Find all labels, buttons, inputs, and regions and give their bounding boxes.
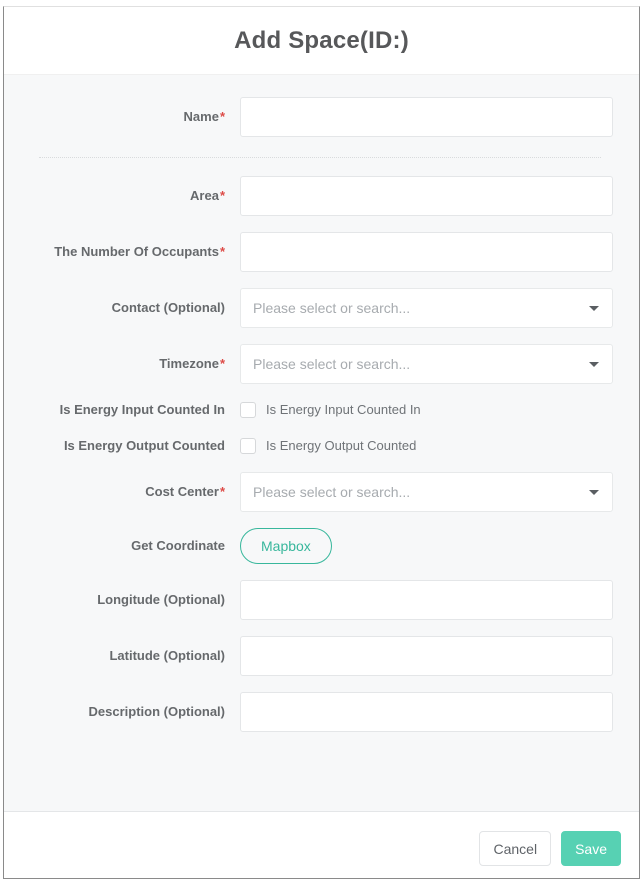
timezone-select[interactable] bbox=[240, 344, 613, 384]
field-row-latitude bbox=[19, 636, 613, 676]
contact-label bbox=[19, 298, 225, 318]
cost-center-label-text: Cost Center bbox=[145, 484, 219, 499]
field-row-area bbox=[19, 176, 613, 216]
field-row-longitude bbox=[19, 580, 613, 620]
required-asterisk: * bbox=[219, 244, 225, 259]
required-asterisk: * bbox=[219, 356, 225, 371]
save-button[interactable]: Save bbox=[561, 831, 621, 866]
energy-output-label bbox=[19, 436, 225, 456]
timezone-label-text: Timezone bbox=[159, 356, 219, 371]
name-label bbox=[19, 107, 225, 127]
field-row-occupants bbox=[19, 232, 613, 272]
energy-input-checkbox-label: Is Energy Input Counted In bbox=[266, 402, 421, 417]
field-row-energy-input bbox=[19, 400, 613, 420]
energy-output-checkbox-label: Is Energy Output Counted bbox=[266, 438, 417, 453]
required-asterisk: * bbox=[219, 188, 225, 203]
description-label bbox=[19, 702, 225, 722]
energy-input-label-text: Is Energy Input Counted In bbox=[59, 402, 225, 417]
longitude-input[interactable] bbox=[240, 580, 613, 620]
modal-header bbox=[4, 7, 639, 75]
dotted-divider bbox=[39, 157, 601, 158]
description-label-text: Description (Optional) bbox=[88, 704, 225, 719]
longitude-label-text: Longitude (Optional) bbox=[97, 592, 225, 607]
contact-select[interactable] bbox=[240, 288, 613, 328]
longitude-label bbox=[19, 590, 225, 610]
modal-body bbox=[4, 75, 639, 811]
chevron-down-icon bbox=[589, 362, 599, 367]
cost-center-select[interactable] bbox=[240, 472, 613, 512]
field-row-name bbox=[19, 97, 613, 137]
name-label-text: Name bbox=[183, 109, 219, 124]
add-space-modal bbox=[3, 6, 640, 879]
field-row-get-coordinate bbox=[19, 528, 613, 564]
cancel-button[interactable]: Cancel bbox=[479, 831, 551, 866]
get-coordinate-label bbox=[19, 536, 225, 556]
latitude-label-text: Latitude (Optional) bbox=[109, 648, 225, 663]
cost-center-label bbox=[19, 482, 225, 502]
field-row-timezone bbox=[19, 344, 613, 384]
field-row-cost-center bbox=[19, 472, 613, 512]
area-input[interactable] bbox=[240, 176, 613, 216]
contact-select-placeholder: Please select or search... bbox=[253, 300, 411, 316]
occupants-label bbox=[19, 242, 225, 262]
energy-input-checkbox[interactable] bbox=[240, 402, 256, 418]
chevron-down-icon bbox=[589, 490, 599, 495]
timezone-select-placeholder: Please select or search... bbox=[253, 356, 411, 372]
modal-footer bbox=[4, 811, 639, 878]
cost-center-select-placeholder: Please select or search... bbox=[253, 484, 411, 500]
timezone-label bbox=[19, 354, 225, 374]
occupants-label-text: The Number Of Occupants bbox=[54, 244, 219, 259]
required-asterisk: * bbox=[219, 109, 225, 124]
field-row-description bbox=[19, 692, 613, 732]
latitude-label bbox=[19, 646, 225, 666]
get-coordinate-label-text: Get Coordinate bbox=[131, 538, 225, 553]
energy-output-checkbox-wrap bbox=[240, 436, 613, 456]
description-input[interactable] bbox=[240, 692, 613, 732]
field-row-energy-output bbox=[19, 436, 613, 456]
area-label bbox=[19, 186, 225, 206]
energy-input-checkbox-wrap bbox=[240, 400, 613, 420]
name-input[interactable] bbox=[240, 97, 613, 137]
area-label-text: Area bbox=[190, 188, 219, 203]
required-asterisk: * bbox=[219, 484, 225, 499]
energy-input-label bbox=[19, 400, 225, 420]
field-row-contact bbox=[19, 288, 613, 328]
latitude-input[interactable] bbox=[240, 636, 613, 676]
occupants-input[interactable] bbox=[240, 232, 613, 272]
chevron-down-icon bbox=[589, 306, 599, 311]
mapbox-button[interactable]: Mapbox bbox=[240, 528, 332, 564]
contact-label-text: Contact (Optional) bbox=[111, 300, 225, 315]
energy-output-label-text: Is Energy Output Counted bbox=[63, 438, 225, 453]
modal-title: Add Space(ID:) bbox=[234, 26, 409, 54]
energy-output-checkbox[interactable] bbox=[240, 438, 256, 454]
